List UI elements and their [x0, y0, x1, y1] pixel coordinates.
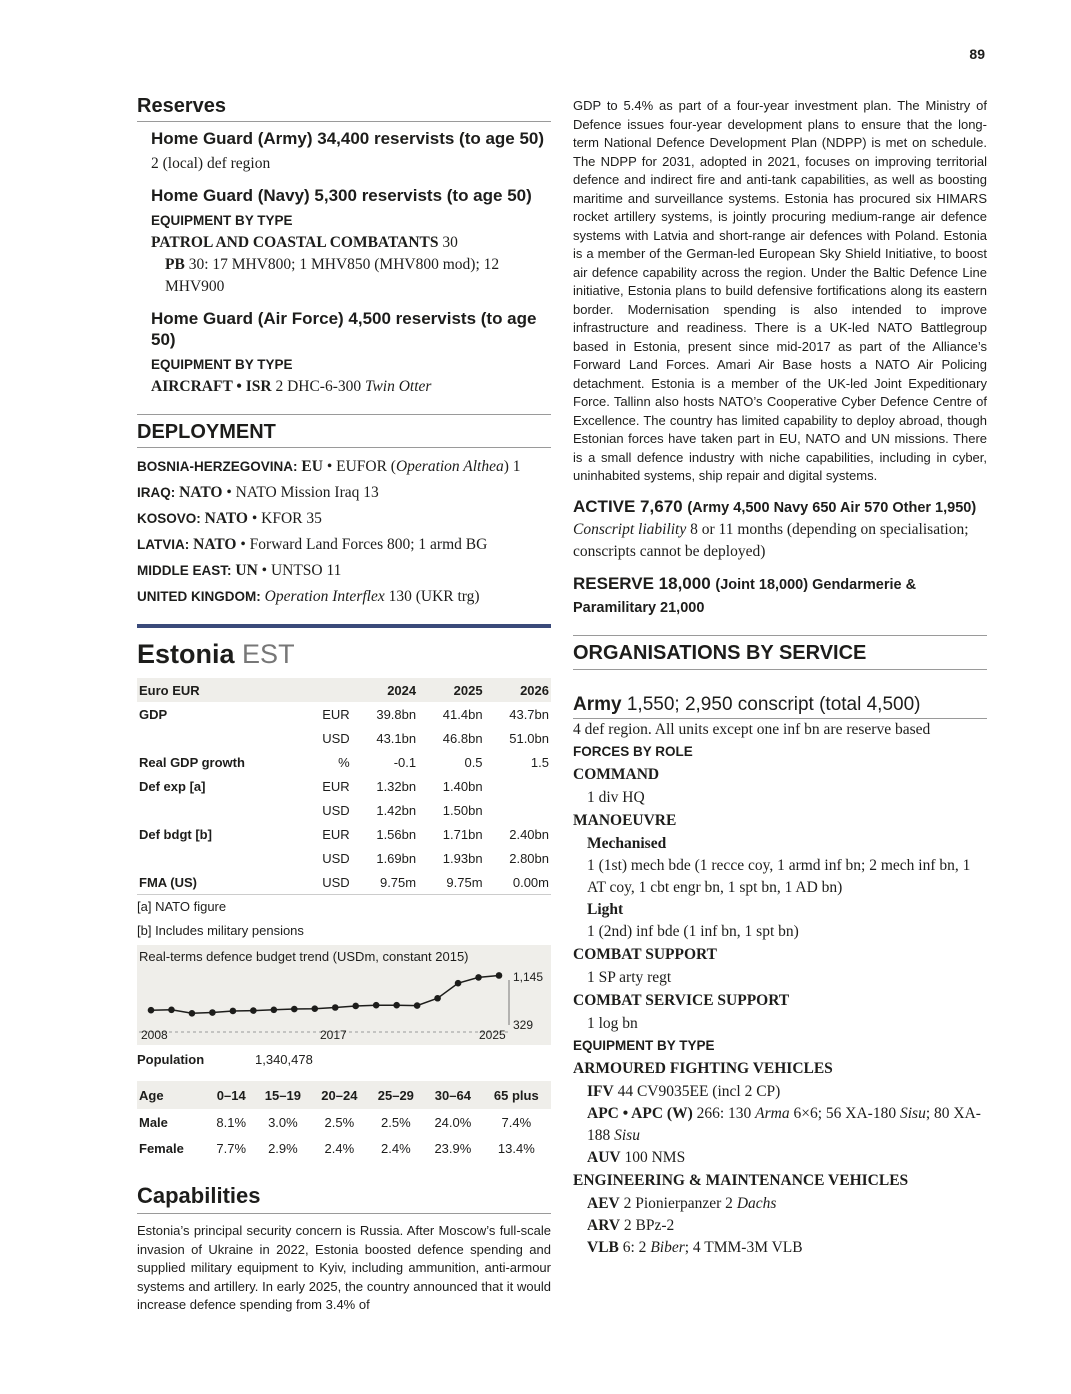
deployment-row [137, 532, 551, 558]
y-tick-label: 1,145 [513, 970, 544, 984]
data-point [291, 1006, 298, 1013]
age-header-cell: 65 plus [482, 1081, 551, 1109]
patrol-line: PATROL AND COASTAL COMBATANTS 30 [151, 234, 458, 251]
table-row [137, 1135, 551, 1161]
data-point [496, 972, 503, 979]
age-value: 2.5% [324, 1114, 355, 1130]
deployment-detail: • NATO Mission Iraq 13 [226, 484, 379, 501]
data-point [455, 980, 462, 987]
table-row [137, 702, 551, 726]
x-tick-label: 2017 [320, 1028, 347, 1042]
reserve-heading: RESERVE 18,000 (Joint 18,000) Gendarmerie & Paramilitary 21,000 [573, 573, 917, 616]
population-line: Population 1,340,478 [137, 1052, 313, 1067]
capabilities-para-right: GDP to 5.4% as part of a four-year investment plan. The Ministry of Defence issues four-year development plans to ensure that the long-term National Defence Development Plan (NDPP) is met on schedule. The NDPP for 2031, adopted in 2021, focuses on improving territorial defence and indirect fire and anti-tank capabilities, as well as boosting maritime and surveillance systems. Estonia has procured six HIMARS rocket artillery systems, is jointly procuring medium-range air defence systems with Latvia and short-range air defences with Poland. Estonia is a member of the German-led European Sky Shield Initiative, to boost air defence capability across the region. Under the Baltic Defence Line initiative, Estonia plans to build defensive fortifications along its eastern border. Modernisation spending is also intended to improve infrastructure and readiness. There is a UK-led NATO Battlegroup based in Estonia, present since mid-2017 as part of the Alliance’s Forward Land Forces. Amari Air Base hosts a NATO Air Policing detachment. Estonia is a member of the UK-led Joint Expeditionary Force. Tallinn also hosts NATO’s Cooperative Cyber Defence Centre of Excellence. The country has limited capability to deploy abroad, though Estonian forces have taken part in EU, NATO and UN missions. There is a small defence industry with niche capabilities, including in cyber, uninhabited systems, ship repair and digital systems. [573, 98, 987, 483]
age-table [137, 1081, 551, 1161]
capabilities-heading: Capabilities [137, 1183, 551, 1214]
age-value: 23.9% [434, 1140, 472, 1156]
data-point [311, 1005, 318, 1012]
age-value: 2.4% [381, 1140, 411, 1156]
deployment-heading: DEPLOYMENT [137, 414, 551, 448]
manoeuvre-heading: MANOEUVRE [573, 811, 677, 829]
econ-unit: % [338, 754, 350, 770]
deployment-detail: • KFOR 35 [251, 510, 322, 527]
data-point [434, 995, 441, 1002]
deployment-operation: Operation Interflex [264, 588, 385, 605]
econ-value: 0.00m [512, 874, 549, 890]
army-desc: 4 def region. All units except one inf bn are reserve based [573, 720, 931, 738]
mechanised-heading: Mechanised [587, 834, 667, 852]
econ-value: 1.93bn [442, 850, 483, 866]
y-tick-label: 329 [513, 1018, 534, 1032]
chart-title: Real-terms defence budget trend (USDm, constant 2015) [139, 949, 469, 964]
econ-label: Def exp [a] [139, 778, 206, 794]
data-point [168, 1007, 175, 1014]
age-value: 8.1% [216, 1114, 247, 1130]
econ-value: 1.50bn [442, 802, 483, 818]
age-value: 13.4% [497, 1140, 535, 1156]
econ-label: FMA (US) [139, 874, 198, 890]
econ-value: 1.69bn [376, 850, 417, 866]
age-header-cell: Age [137, 1081, 208, 1109]
deployment-operation: Operation Althea [395, 458, 504, 475]
army-eq-by-type: EQUIPMENT BY TYPE [573, 1037, 715, 1053]
trend-svg [137, 945, 551, 1045]
data-point [271, 1007, 278, 1014]
econ-value: 9.75m [446, 874, 483, 890]
deployment-detail: • UNTSO 11 [261, 562, 342, 579]
econ-value: 41.4bn [442, 706, 483, 722]
econ-header-cell: 2026 [485, 678, 551, 702]
data-point [373, 1002, 380, 1009]
econ-label: Def bdgt [b] [139, 826, 212, 842]
combat-support-heading: COMBAT SUPPORT [573, 945, 717, 963]
country-code: EST [242, 639, 295, 669]
econ-header-cell [304, 678, 352, 702]
data-point [393, 1002, 400, 1009]
eq-by-type-air: EQUIPMENT BY TYPE [151, 357, 293, 372]
light-item: 1 (2nd) inf bde (1 inf bn, 1 spt bn) [587, 922, 799, 940]
arv-line: ARV 2 BPz-2 [587, 1216, 675, 1234]
age-value: 24.0% [434, 1114, 472, 1130]
aircraft-line: AIRCRAFT • ISR 2 DHC-6-300 Twin Otter [151, 378, 432, 395]
deployment-row [137, 506, 551, 532]
pb-line: PB 30: 17 MHV800; 1 MHV850 (MHV800 mod); 12 MHV900 [165, 256, 500, 295]
data-point [189, 1010, 196, 1017]
table-row [137, 774, 551, 798]
apc-line: APC • APC (W) 266: 130 Arma 6×6; 56 XA-180 Sisu; 80 XA-188 Sisu [587, 1104, 981, 1144]
deployment-row [137, 480, 551, 506]
data-point [332, 1004, 339, 1011]
econ-label [137, 798, 304, 822]
estonia-header [137, 624, 551, 670]
data-point [352, 1003, 359, 1010]
econ-value: 46.8bn [442, 730, 483, 746]
eng-heading: ENGINEERING & MAINTENANCE VEHICLES [573, 1171, 909, 1189]
econ-value: 51.0bn [509, 730, 549, 746]
budget-trend-chart [137, 945, 551, 1045]
age-header-cell: 25–29 [368, 1081, 424, 1109]
capabilities-para-left: Estonia’s principal security concern is Russia. After Moscow’s full-scale invasion of Ukraine in 2022, Estonia boosted defence spending and supplied military equipment to Kyiv, including ammunition, anti-armour systems and artillery. In early 2025, the country announced that it would increase defence spending from 3.4% of [137, 1223, 551, 1312]
orgs-heading: ORGANISATIONS BY SERVICE [573, 635, 987, 670]
vlb-line: VLB 6: 2 Biber; 4 TMM-3M VLB [587, 1238, 803, 1256]
forces-by-role: FORCES BY ROLE [573, 743, 693, 759]
right-column [573, 95, 987, 1259]
left-column [137, 95, 551, 1315]
age-value: 2.5% [381, 1114, 411, 1130]
econ-value: 2.40bn [509, 826, 549, 842]
auv-line: AUV 100 NMS [587, 1148, 686, 1166]
econ-value: 1.40bn [442, 778, 483, 794]
series-line [151, 976, 499, 1014]
econ-value: 1.56bn [376, 826, 417, 842]
econ-label: GDP [139, 706, 168, 722]
hg-air-heading: Home Guard (Air Force) 4,500 reservists (to age 50) [151, 309, 537, 349]
eq-by-type-navy: EQUIPMENT BY TYPE [151, 213, 293, 228]
econ-unit: EUR [322, 778, 350, 794]
econ-unit: EUR [322, 826, 350, 842]
deployment-country: LATVIA: [137, 537, 190, 552]
mechanised-item: 1 (1st) mech bde (1 recce coy, 1 armd inf bn; 2 mech inf bn, 1 AT coy, 1 cbt engr bn, 1 spt bn, 1 AD bn) [587, 856, 971, 896]
deployment-org: NATO [193, 536, 237, 553]
econ-value: 9.75m [379, 874, 417, 890]
table-row [137, 798, 551, 822]
econ-value: -0.1 [393, 754, 417, 770]
table-row [137, 726, 551, 750]
hg-navy-heading: Home Guard (Navy) 5,300 reservists (to age 50) [151, 186, 532, 205]
deployment-detail: • Forward Land Forces 800; 1 armd BG [240, 536, 488, 553]
econ-header-cell: 2024 [352, 678, 418, 702]
age-value: 7.4% [501, 1114, 532, 1130]
data-point [414, 1002, 421, 1009]
deployment-row [137, 558, 551, 584]
command-heading: COMMAND [573, 765, 660, 783]
active-heading: ACTIVE 7,670 (Army 4,500 Navy 650 Air 570 Other 1,950) [573, 496, 977, 516]
deployment-country: BOSNIA-HERZEGOVINA: [137, 459, 298, 474]
deployment-detail: • EUFOR ( [326, 458, 396, 475]
data-point [209, 1009, 216, 1016]
note-a: [a] NATO figure [137, 894, 551, 919]
econ-value: 1.32bn [376, 778, 417, 794]
ifv-line: IFV 44 CV9035EE (incl 2 CP) [587, 1082, 781, 1100]
econ-value: 43.7bn [509, 706, 549, 722]
deployment-row [137, 584, 551, 610]
light-heading: Light [587, 900, 624, 918]
econ-value [485, 774, 551, 798]
data-point [250, 1007, 257, 1014]
econ-unit: USD [322, 802, 350, 818]
econ-unit: USD [322, 730, 350, 746]
econ-value: 1.5 [530, 754, 549, 770]
x-tick-label: 2025 [479, 1028, 506, 1042]
hg-army-heading: Home Guard (Army) 34,400 reservists (to age 50) [151, 129, 545, 148]
age-value: 7.7% [216, 1140, 247, 1156]
econ-value: 43.1bn [376, 730, 417, 746]
table-row [137, 750, 551, 774]
css-item: 1 log bn [587, 1014, 638, 1032]
command-item: 1 div HQ [587, 788, 645, 806]
deployment-list [137, 454, 551, 610]
table-row [137, 846, 551, 870]
econ-label [137, 846, 304, 870]
econ-value [485, 798, 551, 822]
deployment-count: 130 (UKR trg) [384, 588, 480, 605]
age-header-cell: 30–64 [424, 1081, 482, 1109]
deployment-count: ) 1 [503, 458, 521, 475]
deployment-country: UNITED KINGDOM: [137, 589, 261, 604]
econ-label [137, 726, 304, 750]
age-label: Female [139, 1140, 184, 1156]
army-heading: Army 1,550; 2,950 conscript (total 4,500) [573, 694, 987, 719]
aev-line: AEV 2 Pionierpanzer 2 Dachs [587, 1194, 777, 1212]
age-value: 2.4% [324, 1140, 355, 1156]
age-label: Male [139, 1114, 168, 1130]
age-header-cell: 0–14 [208, 1081, 255, 1109]
conscript-line: Conscript liability 8 or 11 months (depending on specialisation; conscripts cannot be deployed) [573, 520, 969, 560]
table-row [137, 1109, 551, 1135]
deployment-org: EU [301, 458, 323, 475]
hg-army-region: 2 (local) def region [151, 155, 271, 172]
econ-unit: USD [322, 874, 350, 890]
table-row [137, 822, 551, 846]
table-row [137, 870, 551, 894]
age-value: 3.0% [268, 1114, 298, 1130]
deployment-country: IRAQ: [137, 485, 176, 500]
econ-value: 39.8bn [376, 706, 417, 722]
x-tick-label: 2008 [141, 1028, 168, 1042]
deployment-country: MIDDLE EAST: [137, 563, 232, 578]
country-name: Estonia [137, 639, 235, 669]
note-b: [b] Includes military pensions [137, 923, 304, 938]
data-point [148, 1007, 155, 1014]
econ-value: 1.42bn [376, 802, 417, 818]
economy-table [137, 678, 551, 894]
data-point [475, 974, 482, 981]
page-number: 89 [969, 46, 985, 62]
econ-unit: EUR [322, 706, 350, 722]
age-header-cell: 15–19 [255, 1081, 311, 1109]
econ-unit: USD [322, 850, 350, 866]
css-heading: COMBAT SERVICE SUPPORT [573, 991, 790, 1009]
econ-label: Real GDP growth [139, 754, 245, 770]
age-header-cell: 20–24 [311, 1081, 367, 1109]
deployment-org: NATO [204, 510, 248, 527]
afv-heading: ARMOURED FIGHTING VEHICLES [573, 1059, 833, 1077]
econ-value: 2.80bn [509, 850, 549, 866]
reserves-heading: Reserves [137, 95, 551, 122]
econ-value: 1.71bn [442, 826, 483, 842]
deployment-country: KOSOVO: [137, 511, 201, 526]
econ-header-cell: Euro EUR [137, 678, 304, 702]
combat-support-item: 1 SP arty regt [587, 968, 672, 986]
deployment-org: NATO [179, 484, 223, 501]
deployment-org: UN [235, 562, 258, 579]
age-value: 2.9% [268, 1140, 298, 1156]
econ-header-cell: 2025 [418, 678, 484, 702]
deployment-row [137, 454, 551, 480]
data-point [230, 1008, 237, 1015]
econ-value: 0.5 [464, 754, 483, 770]
